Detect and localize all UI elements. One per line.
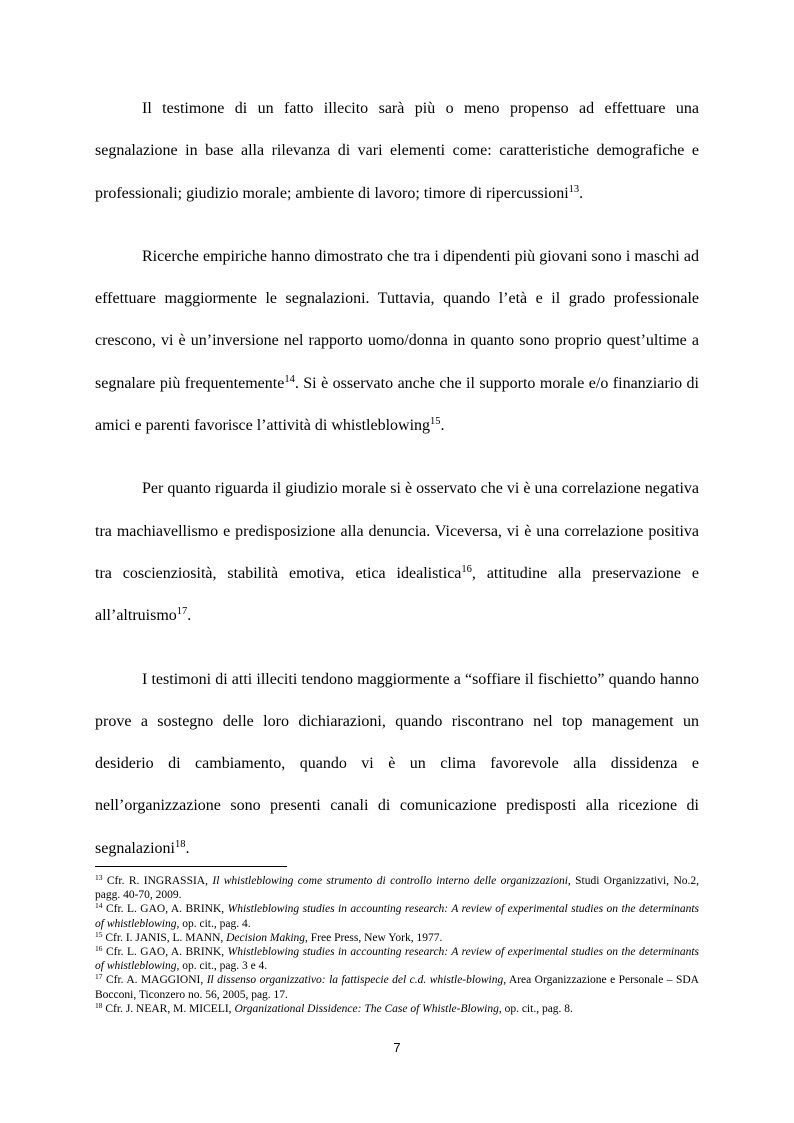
footnote-number: 16: [95, 944, 103, 954]
footnote-title: Il dissenso organizzativo: la fattispecie del c.d. whistle-blowing: [206, 974, 504, 987]
footnote-source: , op. cit., pag. 8.: [498, 1002, 573, 1015]
footnote-author: Cfr. L. GAO, A. BRINK,: [102, 946, 228, 959]
paragraph-text: .: [185, 839, 190, 857]
paragraph-text: . Si è osservato anche che il supporto morale e/o finanziario di amici e parenti favorisce l’attività di whistleblowing: [95, 374, 700, 435]
footnote-ref[interactable]: 13: [568, 183, 580, 195]
paragraph-witness-factors: [95, 88, 699, 215]
footnote-title: Decision Making: [226, 931, 306, 944]
footnote-author: Cfr. A. MAGGIONI,: [102, 974, 207, 987]
footnote-16: [95, 945, 699, 973]
footnote-17: [95, 973, 699, 1001]
paragraph-text: Ricerche empiriche hanno dimostrato che tra i dipendenti più giovani sono i maschi ad effettuare maggiormente le segnalazioni. Tuttavia, quando l’età e il grado professionale crescono, vi è un’inversione nel rapporto uomo/donna in quanto sono proprio quest’ultime a segnalare più frequentemente: [95, 247, 699, 392]
footnote-author: Cfr. J. NEAR, M. MICELI,: [102, 1002, 235, 1015]
footnote-ref[interactable]: 15: [430, 416, 441, 428]
footnote-number: 15: [95, 929, 103, 939]
footnote-ref[interactable]: 18: [174, 838, 186, 850]
footnote-title: Whistleblowing studies in accounting research: A review of experimental studies on the determinants of whistleblowing: [95, 946, 699, 973]
footnote-title: Whistleblowing studies in accounting research: A review of experimental studies on the determinants of whistleblowing: [95, 903, 699, 930]
footnote-source: , Area Organizzazione e Personale – SDA Bocconi, Ticonzero no. 56, 2005, pag. 17.: [95, 974, 699, 1001]
footnotes: [95, 874, 699, 1016]
footnote-source: , op. cit., pag. 3 e 4.: [176, 960, 268, 973]
footnote-source: , op. cit., pag. 4.: [176, 917, 251, 930]
paragraph-text: .: [440, 417, 445, 435]
footnote-number: 17: [95, 972, 103, 982]
paragraph-text: .: [187, 607, 192, 625]
paragraph-witnesses-tendency: [95, 659, 699, 870]
footnote-13: [95, 874, 699, 902]
footnote-author: Cfr. I. JANIS, L. MANN,: [102, 931, 227, 944]
paragraph-moral-judgment: [95, 468, 699, 637]
footnote-title: Organizational Dissidence: The Case of Whistle-Blowing: [234, 1002, 499, 1015]
footnote-15: [95, 931, 699, 945]
paragraph-text: Per quanto riguarda il giudizio morale si è osservato che vi è una correlazione negativa tra machiavellismo e predisposizione alla denuncia. Viceversa, vi è una correlazione positiva tra coscienziosità, stabilità emotiva, etica idealistica: [95, 480, 699, 582]
paragraph-text: Il testimone di un fatto illecito sarà più o meno propenso ad effettuare una segnalazione in base alla rilevanza di vari elementi come: caratteristiche demografiche e professionali; giudizio morale; ambiente di lavoro; timore di ripercussioni: [95, 100, 699, 202]
footnote-ref[interactable]: 16: [461, 563, 472, 575]
paragraph-text: , attitudine alla preservazione e all’altruismo: [95, 564, 699, 625]
footnote-14: [95, 902, 699, 930]
page-number: 7: [393, 1040, 401, 1055]
footnote-separator: [95, 866, 287, 867]
body-text: [95, 88, 699, 891]
footnote-number: 13: [95, 873, 103, 882]
footnote-number: 18: [95, 1000, 103, 1010]
paragraph-text: I testimoni di atti illeciti tendono maggiormente a “soffiare il fischietto” quando hanno prove a sostegno delle loro dichiarazioni, quando riscontrano nel top management un desiderio di cambiamento, quando vi è un clima favorevole alla dissidenza e nell’organizzazione sono presenti canali di comunicazione predisposti alla ricezione di segnalazioni: [95, 670, 699, 857]
footnote-ref[interactable]: 14: [284, 373, 295, 385]
footnote-number: 14: [95, 901, 103, 911]
footnote-source: , Free Press, New York, 1977.: [305, 931, 443, 944]
footnote-18: [95, 1002, 699, 1016]
paragraph-text: .: [579, 184, 584, 202]
paragraph-empirical-research: [95, 236, 699, 447]
footnote-source: , Studi Organizzativi, No.2, pagg. 40-70, 2009.: [95, 875, 699, 902]
footnote-ref[interactable]: 17: [176, 606, 188, 618]
footnote-title: Il whistleblowing come strumento di controllo interno delle organizzazioni: [212, 875, 568, 887]
footnote-author: Cfr. L. GAO, A. BRINK,: [102, 903, 228, 916]
footnote-author: Cfr. R. INGRASSIA,: [102, 875, 213, 887]
